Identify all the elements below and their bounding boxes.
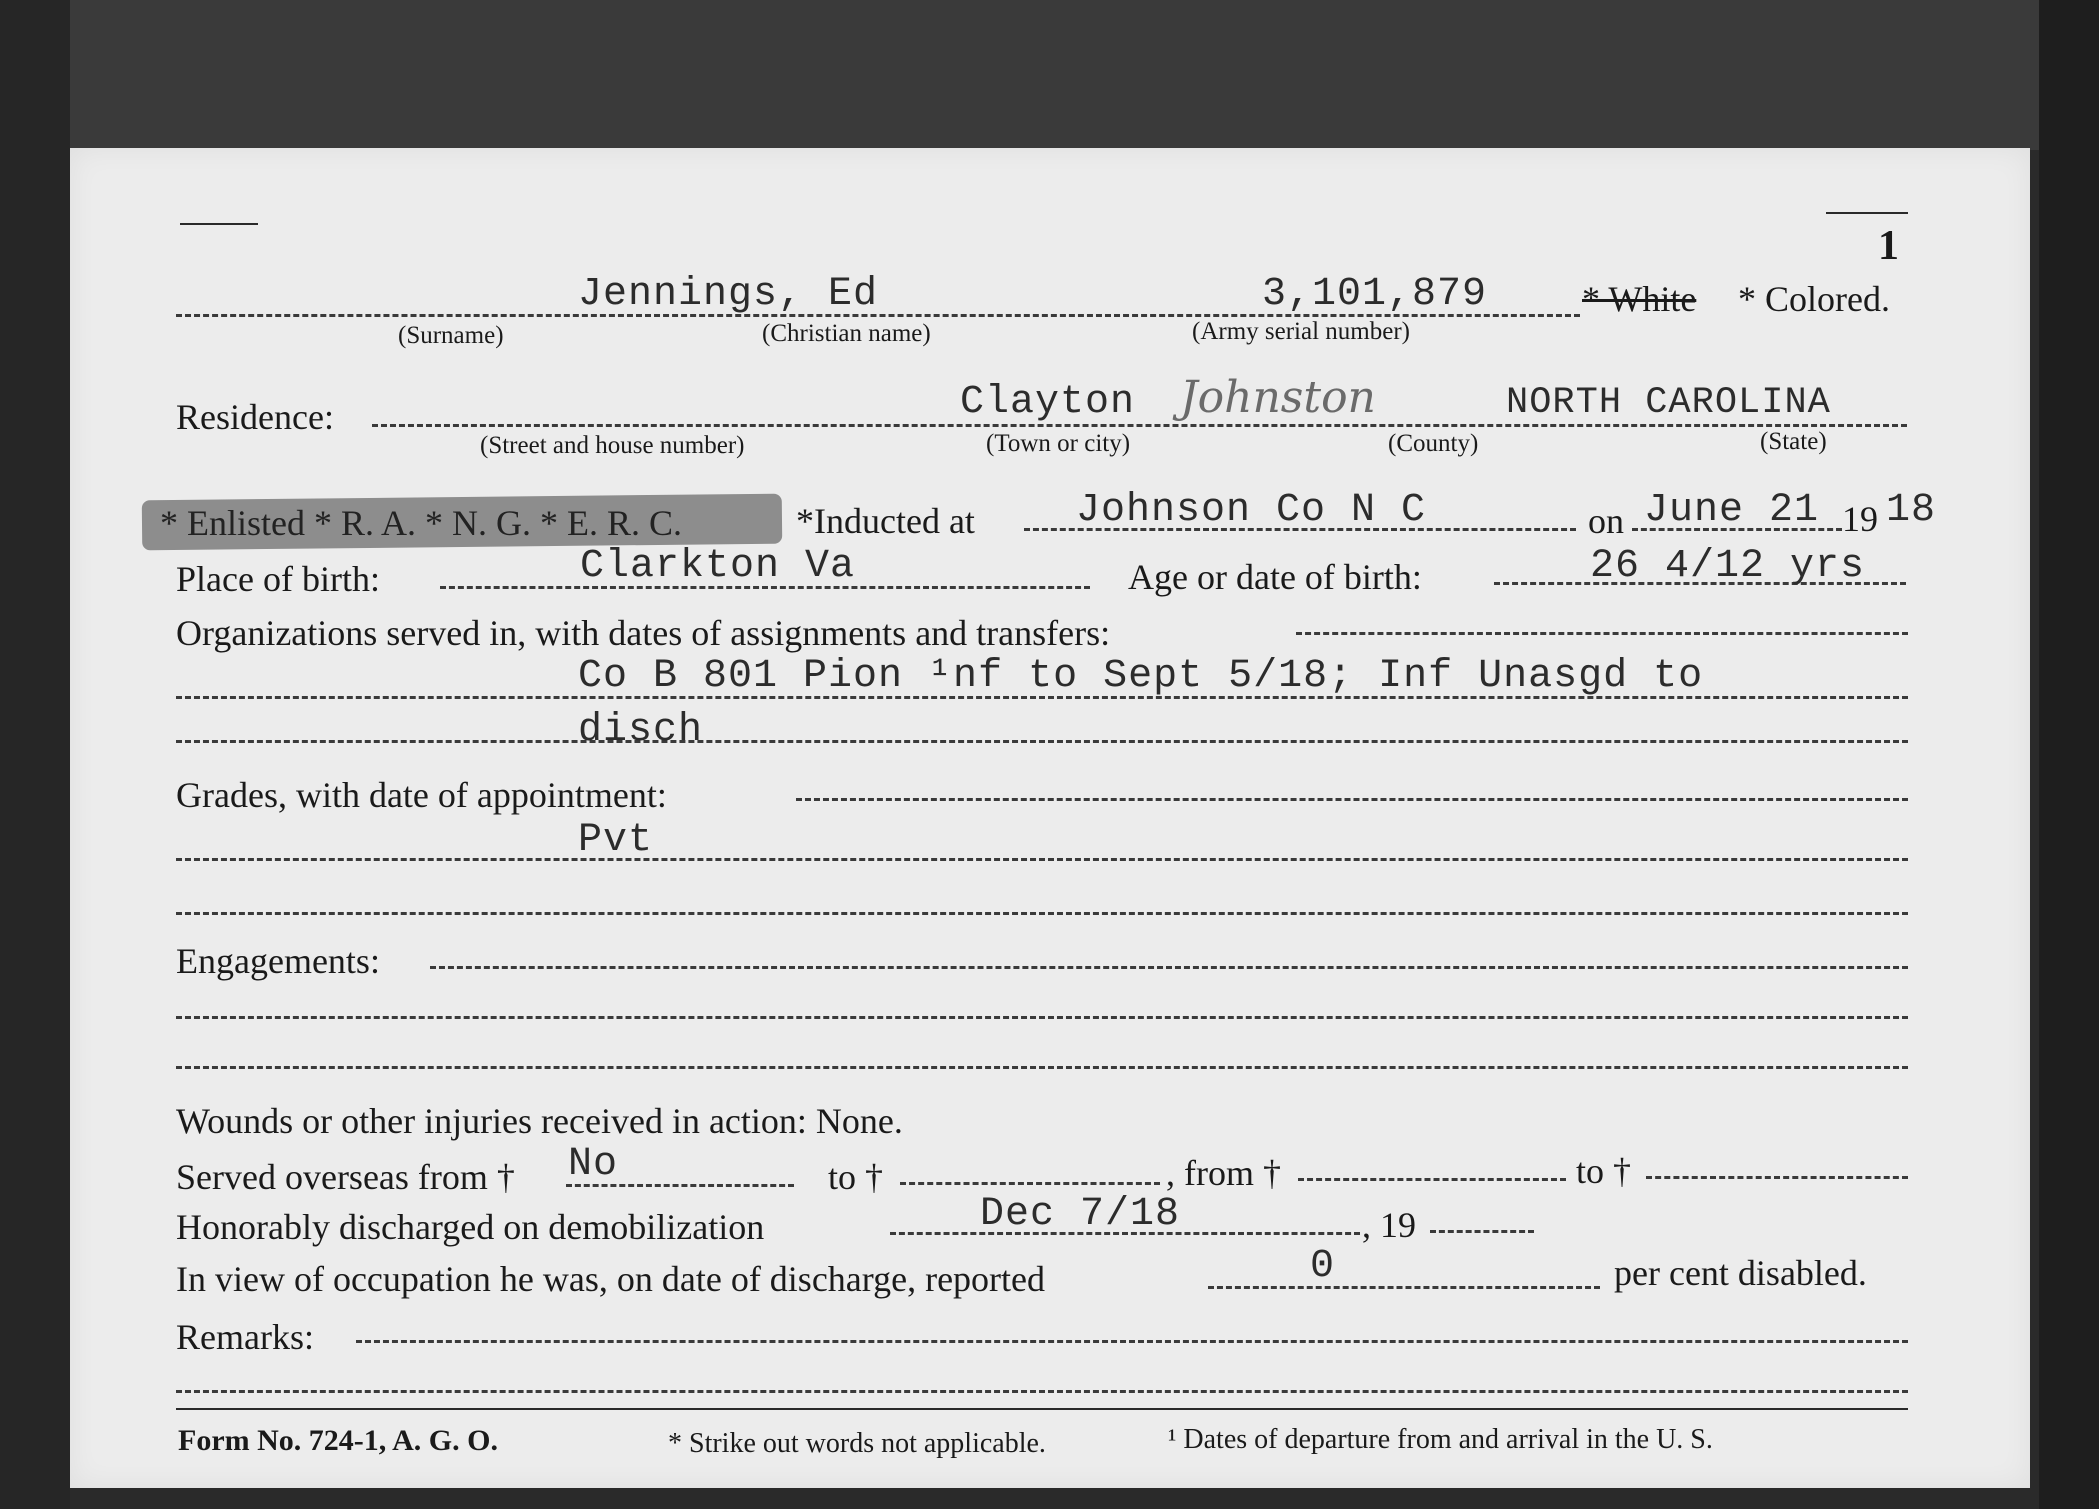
grades-line-2 [176,912,1908,915]
remarks-label: Remarks: [176,1317,314,1357]
year-suffix: 18 [1886,488,1937,533]
footer-rule [176,1408,1908,1410]
grades-line-1 [176,858,1908,861]
disability-value: 0 [1310,1244,1336,1289]
scan-background-top [0,0,2099,150]
discharge-year: , 19 [1362,1205,1416,1245]
caption-street: (Street and house number) [480,432,745,459]
organizations-label: Organizations served in, with dates of assignments and transfers: [176,613,1111,653]
inducted-label: *Inducted at [796,501,975,541]
surname-value: Jennings, Ed [578,272,879,317]
footer-form-number: Form No. 724-1, A. G. O. [178,1424,498,1457]
serial-value: 3,101,879 [1262,272,1488,317]
induction-date-value: June 21 [1644,488,1820,533]
county-value: Johnston [1180,372,1376,423]
overseas-to2-line [1646,1176,1908,1179]
engagements-line-1 [176,1016,1908,1019]
residence-line [372,424,1907,427]
race-white: * White [1582,279,1697,319]
disability-suffix: per cent disabled. [1614,1253,1867,1293]
year-prefix: 19 [1842,499,1878,539]
age-label: Age or date of birth: [1128,557,1422,597]
birth-place-label: Place of birth: [176,559,380,599]
top-right-rule [1826,212,1908,214]
overseas-from-label: , from † [1166,1153,1281,1193]
on-label: on [1588,501,1624,541]
overseas-from2-line [1298,1178,1566,1181]
grade-value: Pvt [578,818,654,863]
engagements-label: Engagements: [176,941,380,981]
engagements-line-0 [430,966,1908,969]
remarks-line-1 [176,1390,1908,1393]
organizations-value-1: Co B 801 Pion ¹nf to Sept 5/18; Inf Unasgd to [578,654,1704,699]
caption-state: (State) [1760,428,1827,455]
discharge-year-line [1430,1230,1534,1233]
footer-strike-note: * Strike out words not applicable. [668,1428,1046,1459]
birth-place-value: Clarkton Va [580,544,856,589]
residence-label: Residence: [176,397,334,437]
scan-background-right [2039,0,2099,1509]
overseas-label: Served overseas from † [176,1157,515,1197]
age-value: 26 4/12 yrs [1590,544,1866,589]
remarks-line-0 [356,1340,1908,1343]
grades-line-0 [796,798,1908,801]
caption-christian: (Christian name) [762,320,931,347]
caption-county: (County) [1388,430,1479,457]
overseas-value: No [568,1142,619,1187]
inducted-at-value: Johnson Co N C [1076,488,1427,533]
caption-serial: (Army serial number) [1192,318,1410,345]
overseas-to-label: to † [828,1157,884,1197]
footer-dates-note: ¹ Dates of departure from and arrival in the U. S. [1168,1424,1713,1455]
discharge-label: Honorably discharged on demobilization [176,1207,765,1247]
state-value: NORTH CAROLINA [1506,382,1831,424]
discharge-date-value: Dec 7/18 [980,1192,1181,1237]
grades-label: Grades, with date of appointment: [176,775,667,815]
overseas-to2-label: to † [1576,1151,1632,1191]
top-left-rule [180,223,258,225]
orgs-line-0 [1296,632,1908,635]
orgs-line-2 [176,740,1908,743]
race-colored: * Colored. [1738,279,1890,319]
engagements-line-2 [176,1066,1908,1069]
card-number: 1 [1878,223,1899,269]
overseas-to-line [900,1182,1160,1185]
town-value: Clayton [960,380,1136,425]
caption-town: (Town or city) [986,430,1131,457]
organizations-value-2: disch [578,708,704,753]
disability-label: In view of occupation he was, on date of discharge, reported [176,1259,1046,1299]
disability-line [1208,1286,1600,1289]
caption-surname: (Surname) [398,322,504,349]
enlisted-options: * Enlisted * R. A. * N. G. * E. R. C. [160,503,683,543]
scan-background-left [0,0,70,1509]
wounds-label: Wounds or other injuries received in action: None. [176,1101,903,1141]
